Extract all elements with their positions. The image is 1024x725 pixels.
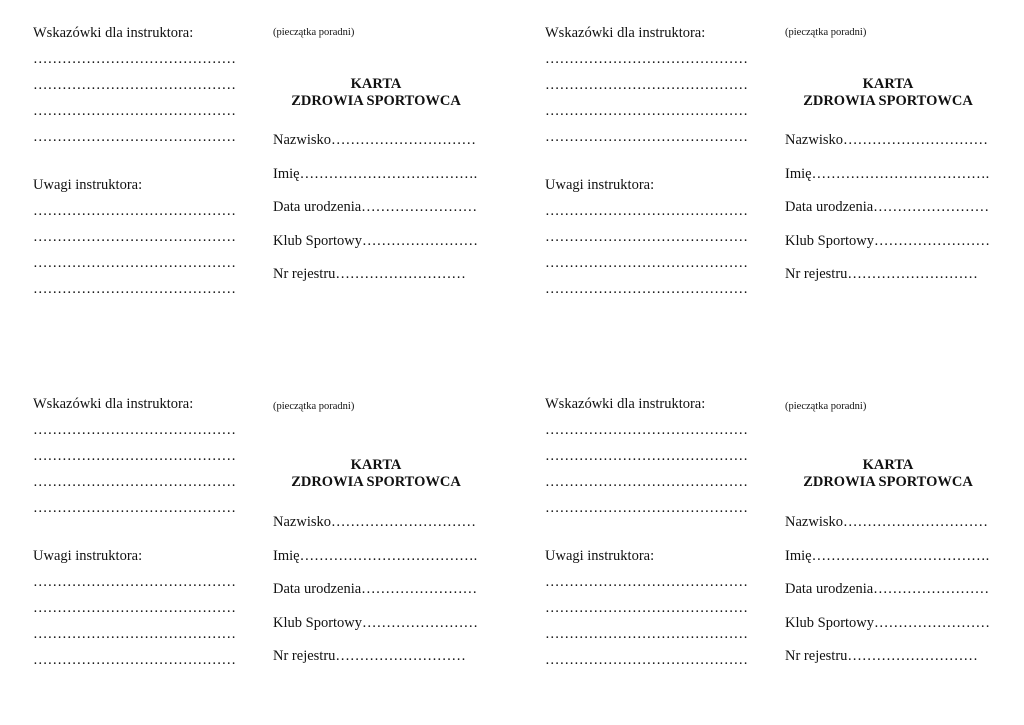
surname-field: Nazwisko………………………… bbox=[785, 132, 988, 148]
dotted-line: …………………………………… bbox=[33, 474, 236, 490]
stamp-label: (pieczątka poradni) bbox=[785, 27, 867, 38]
instructions-lines bbox=[545, 421, 775, 517]
card-title bbox=[273, 457, 479, 491]
instructions-label: Wskazówki dla instruktora: bbox=[33, 396, 194, 412]
health-card bbox=[545, 24, 1024, 354]
remarks-label: Uwagi instruktora: bbox=[545, 548, 655, 564]
dotted-line: …………………………………… bbox=[545, 255, 748, 271]
registry-number-field: Nr rejestru……………………… bbox=[785, 266, 978, 282]
surname-field: Nazwisko………………………… bbox=[785, 514, 988, 530]
dotted-line: …………………………………… bbox=[545, 51, 748, 67]
birth-date-field: Data urodzenia…………………… bbox=[273, 581, 478, 597]
dotted-line: …………………………………… bbox=[33, 500, 236, 516]
remarks-label: Uwagi instruktora: bbox=[33, 177, 143, 193]
instructions-label: Wskazówki dla instruktora: bbox=[33, 25, 194, 41]
dotted-line: …………………………………… bbox=[545, 103, 748, 119]
dotted-line: …………………………………… bbox=[545, 448, 748, 464]
dotted-line: …………………………………… bbox=[33, 652, 236, 668]
athlete-fields bbox=[273, 513, 478, 681]
dotted-line: …………………………………… bbox=[33, 255, 236, 271]
first-name-field: Imię………………………………. bbox=[785, 547, 990, 564]
health-card bbox=[33, 395, 513, 725]
dotted-line: …………………………………… bbox=[545, 203, 748, 219]
registry-number-field: Nr rejestru……………………… bbox=[785, 648, 978, 664]
instructions-lines bbox=[33, 421, 263, 517]
dotted-line: …………………………………… bbox=[33, 203, 236, 219]
remarks-lines bbox=[33, 573, 263, 669]
dotted-line: …………………………………… bbox=[33, 422, 236, 438]
instructor-notes-column bbox=[545, 395, 775, 669]
card-title-line1: KARTA bbox=[862, 457, 914, 473]
dotted-line: …………………………………… bbox=[33, 77, 236, 93]
card-title-line2: ZDROWIA SPORTOWCA bbox=[291, 474, 461, 490]
first-name-field: Imię………………………………. bbox=[273, 165, 478, 182]
card-title bbox=[785, 76, 991, 110]
stamp-label: (pieczątka poradni) bbox=[273, 401, 355, 412]
remarks-lines bbox=[33, 202, 263, 298]
instructions-lines bbox=[545, 50, 775, 146]
first-name-field: Imię………………………………. bbox=[273, 547, 478, 564]
dotted-line: …………………………………… bbox=[33, 574, 236, 590]
dotted-line: …………………………………… bbox=[545, 574, 748, 590]
birth-date-field: Data urodzenia…………………… bbox=[273, 199, 478, 215]
registry-number-field: Nr rejestru……………………… bbox=[273, 648, 466, 664]
surname-field: Nazwisko………………………… bbox=[273, 514, 476, 530]
remarks-lines bbox=[545, 573, 775, 669]
instructions-lines bbox=[33, 50, 263, 146]
dotted-line: …………………………………… bbox=[545, 281, 748, 297]
remarks-label: Uwagi instruktora: bbox=[33, 548, 143, 564]
health-card bbox=[33, 24, 513, 354]
sports-club-field: Klub Sportowy…………………… bbox=[785, 614, 991, 631]
remarks-label: Uwagi instruktora: bbox=[545, 177, 655, 193]
sports-club-field: Klub Sportowy…………………… bbox=[273, 614, 479, 631]
first-name-field: Imię………………………………. bbox=[785, 165, 990, 182]
dotted-line: …………………………………… bbox=[33, 626, 236, 642]
registry-number-field: Nr rejestru……………………… bbox=[273, 266, 466, 282]
remarks-lines bbox=[545, 202, 775, 298]
card-title bbox=[785, 457, 991, 491]
sports-club-field: Klub Sportowy…………………… bbox=[785, 232, 991, 249]
stamp-label: (pieczątka poradni) bbox=[785, 401, 867, 412]
card-title bbox=[273, 76, 479, 110]
dotted-line: …………………………………… bbox=[545, 626, 748, 642]
surname-field: Nazwisko………………………… bbox=[273, 132, 476, 148]
athlete-fields bbox=[785, 513, 990, 681]
dotted-line: …………………………………… bbox=[33, 103, 236, 119]
birth-date-field: Data urodzenia…………………… bbox=[785, 199, 990, 215]
card-title-line1: KARTA bbox=[350, 457, 402, 473]
instructions-label: Wskazówki dla instruktora: bbox=[545, 396, 706, 412]
dotted-line: …………………………………… bbox=[545, 422, 748, 438]
dotted-line: …………………………………… bbox=[545, 600, 748, 616]
sports-club-field: Klub Sportowy…………………… bbox=[273, 232, 479, 249]
dotted-line: …………………………………… bbox=[33, 51, 236, 67]
instructor-notes-column bbox=[33, 24, 263, 298]
card-title-line2: ZDROWIA SPORTOWCA bbox=[803, 93, 973, 109]
dotted-line: …………………………………… bbox=[33, 229, 236, 245]
dotted-line: …………………………………… bbox=[545, 652, 748, 668]
instructor-notes-column bbox=[545, 24, 775, 298]
stamp-label: (pieczątka poradni) bbox=[273, 27, 355, 38]
athlete-fields bbox=[785, 131, 990, 299]
dotted-line: …………………………………… bbox=[545, 500, 748, 516]
dotted-line: …………………………………… bbox=[545, 77, 748, 93]
dotted-line: …………………………………… bbox=[33, 129, 236, 145]
birth-date-field: Data urodzenia…………………… bbox=[785, 581, 990, 597]
instructions-label: Wskazówki dla instruktora: bbox=[545, 25, 706, 41]
dotted-line: …………………………………… bbox=[33, 448, 236, 464]
card-title-line1: KARTA bbox=[350, 76, 402, 92]
instructor-notes-column bbox=[33, 395, 263, 669]
dotted-line: …………………………………… bbox=[33, 600, 236, 616]
dotted-line: …………………………………… bbox=[545, 229, 748, 245]
card-title-line2: ZDROWIA SPORTOWCA bbox=[291, 93, 461, 109]
health-card bbox=[545, 395, 1024, 725]
card-title-line1: KARTA bbox=[862, 76, 914, 92]
dotted-line: …………………………………… bbox=[545, 129, 748, 145]
card-title-line2: ZDROWIA SPORTOWCA bbox=[803, 474, 973, 490]
athlete-fields bbox=[273, 131, 478, 299]
dotted-line: …………………………………… bbox=[33, 281, 236, 297]
dotted-line: …………………………………… bbox=[545, 474, 748, 490]
